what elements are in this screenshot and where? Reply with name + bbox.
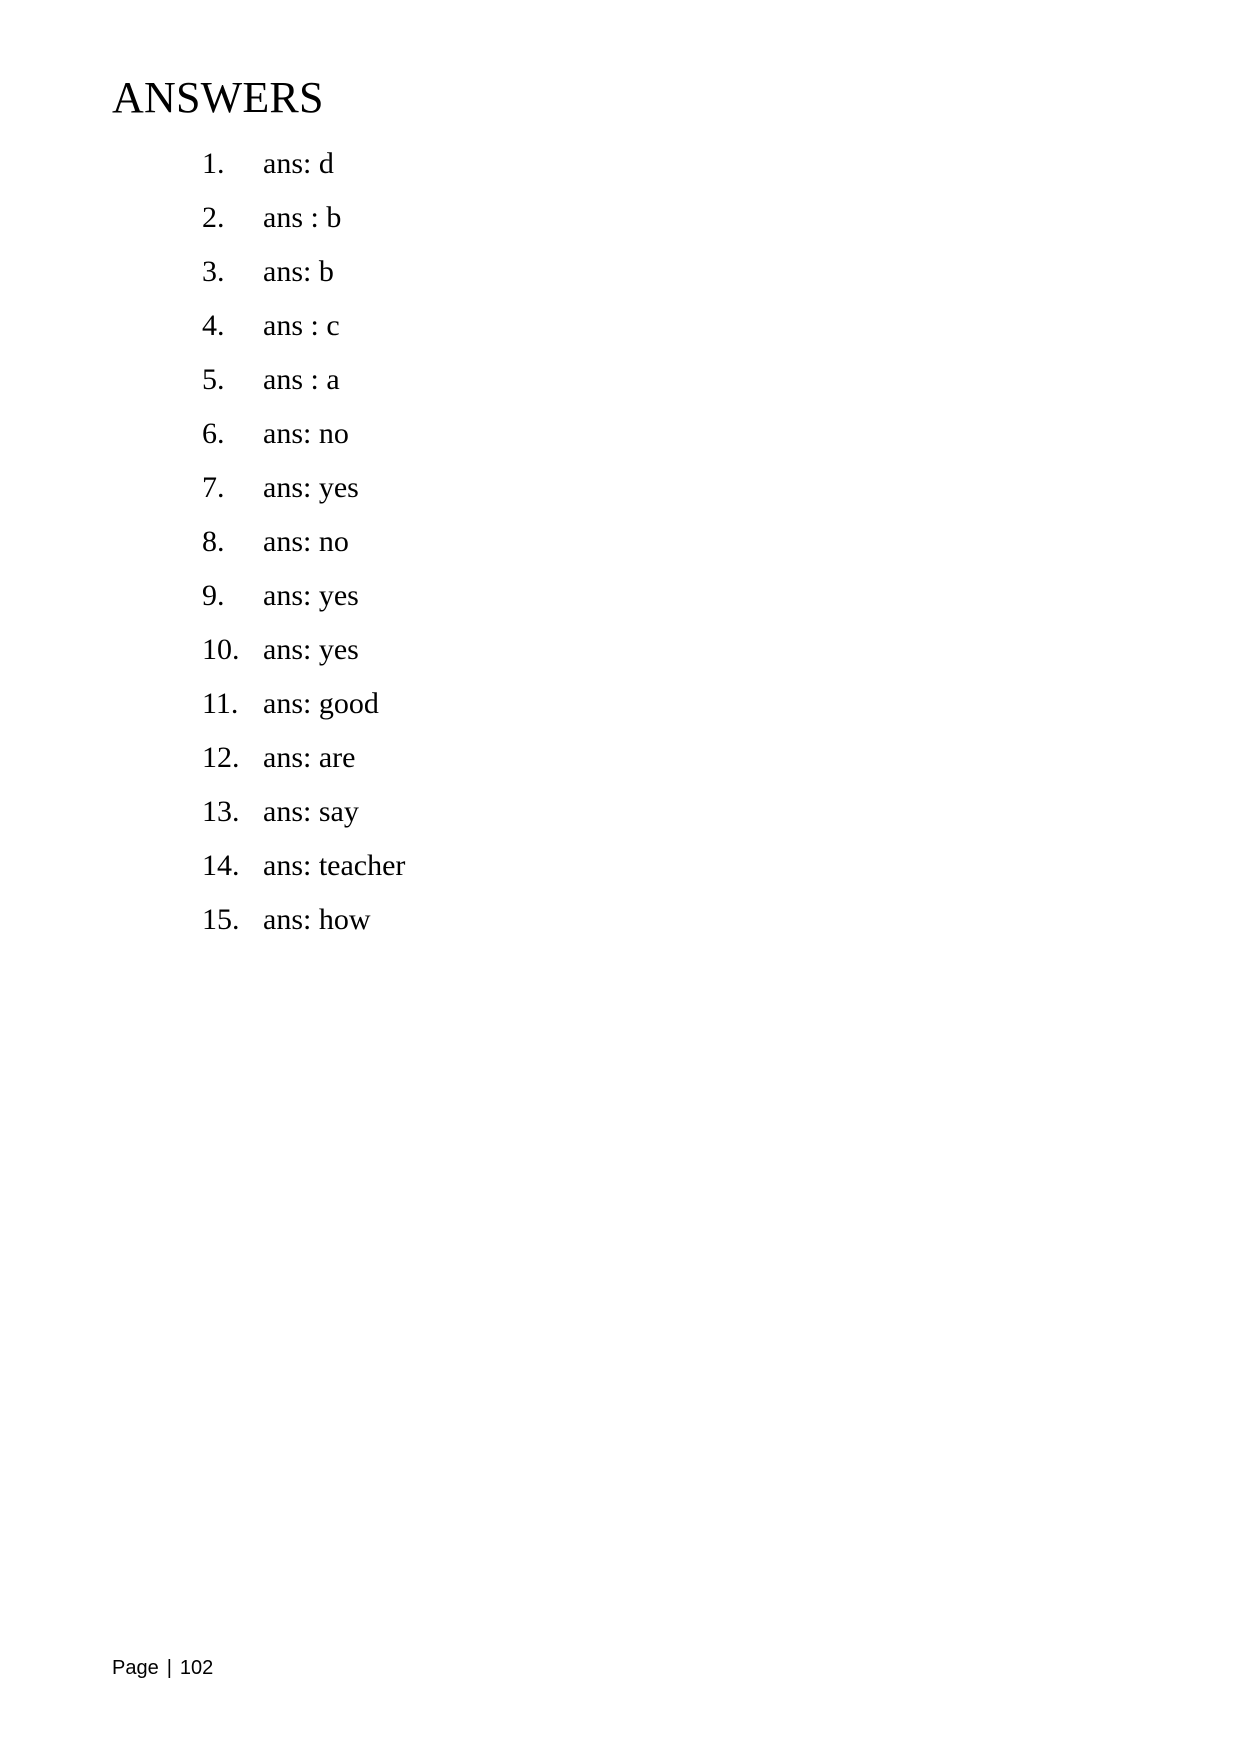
list-item <box>202 414 405 468</box>
page-footer <box>112 1654 213 1682</box>
list-item <box>202 900 405 954</box>
answer-number: 14. <box>202 849 240 882</box>
list-item <box>202 846 405 900</box>
list-item <box>202 684 405 738</box>
list-item <box>202 630 405 684</box>
list-item <box>202 738 405 792</box>
answer-number: 8. <box>202 525 225 558</box>
list-item <box>202 792 405 846</box>
answer-number: 7. <box>202 471 225 504</box>
answer-text: ans: yes <box>263 471 359 504</box>
page-label: Page <box>112 1657 159 1679</box>
answer-text: ans: how <box>263 903 371 936</box>
footer-separator: | <box>166 1657 172 1679</box>
answer-number: 9. <box>202 579 225 612</box>
answer-number: 6. <box>202 417 225 450</box>
list-item <box>202 360 405 414</box>
list-item <box>202 144 405 198</box>
list-item <box>202 306 405 360</box>
answer-number: 1. <box>202 147 225 180</box>
answer-text: ans: teacher <box>263 849 406 882</box>
list-item <box>202 468 405 522</box>
answer-number: 3. <box>202 255 225 288</box>
answer-text: ans: good <box>263 687 379 720</box>
page-title: ANSWERS <box>112 73 324 122</box>
answer-text: ans : c <box>263 309 340 342</box>
answer-text: ans : a <box>263 363 340 396</box>
answer-number: 12. <box>202 741 240 774</box>
answer-text: ans: no <box>263 525 349 558</box>
answer-text: ans: say <box>263 795 359 828</box>
answer-number: 15. <box>202 903 240 936</box>
list-item <box>202 576 405 630</box>
answer-text: ans: are <box>263 741 356 774</box>
list-item <box>202 252 405 306</box>
answer-number: 5. <box>202 363 225 396</box>
answer-list <box>202 144 405 954</box>
answer-text: ans: d <box>263 147 334 180</box>
list-item <box>202 522 405 576</box>
answer-number: 4. <box>202 309 225 342</box>
answer-text: ans : b <box>263 201 342 234</box>
answer-number: 11. <box>202 687 239 720</box>
answer-text: ans: yes <box>263 633 359 666</box>
answer-text: ans: no <box>263 417 349 450</box>
answer-text: ans: b <box>263 255 334 288</box>
page-number: 102 <box>179 1657 214 1679</box>
answer-text: ans: yes <box>263 579 359 612</box>
answer-number: 2. <box>202 201 225 234</box>
list-item <box>202 198 405 252</box>
answer-number: 10. <box>202 633 240 666</box>
answer-number: 13. <box>202 795 240 828</box>
